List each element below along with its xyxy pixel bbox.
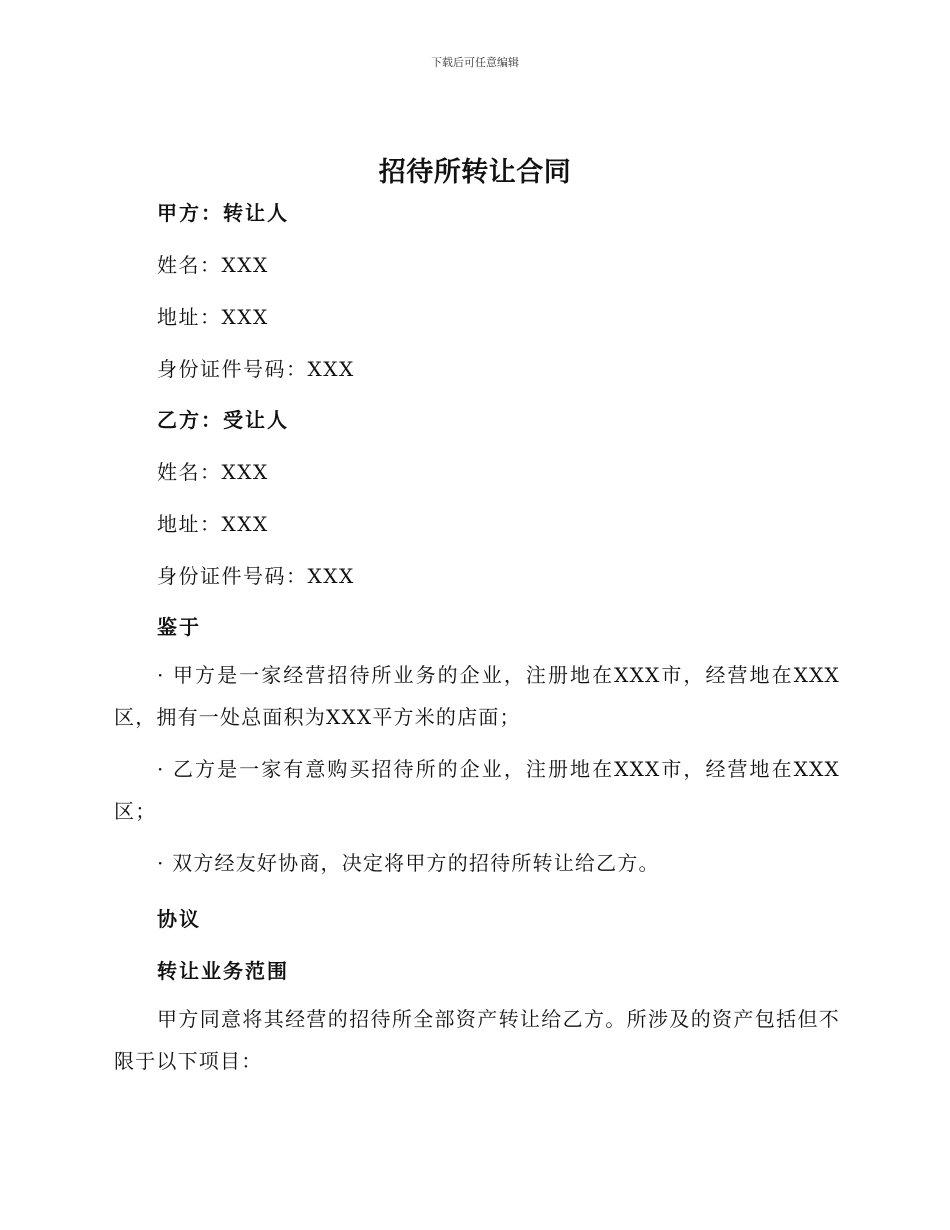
party-b-id-number: 身份证件号码：XXX xyxy=(157,564,355,588)
party-a-heading: 甲方：转让人 xyxy=(157,201,289,225)
party-a-id-number: 身份证件号码：XXX xyxy=(157,357,355,381)
whereas-item: · 双方经友好协商，决定将甲方的招待所转让给乙方。 xyxy=(157,851,660,875)
transfer-scope-heading: 转让业务范围 xyxy=(157,959,289,983)
party-b-address: 地址：XXX xyxy=(157,512,269,536)
agreement-heading: 协议 xyxy=(157,907,201,931)
party-b-heading: 乙方：受让人 xyxy=(157,408,289,432)
whereas-item: · 乙方是一家有意购买招待所的企业，注册地在XXX市，经营地在XXX区； xyxy=(114,757,840,823)
header-note: 下载后可任意编辑 xyxy=(431,56,519,69)
transfer-scope-text: 甲方同意将其经营的招待所全部资产转让给乙方。所涉及的资产包括但不限于以下项目： xyxy=(114,1007,840,1073)
whereas-heading: 鉴于 xyxy=(157,615,201,639)
party-a-name: 姓名：XXX xyxy=(157,253,269,277)
party-b-name: 姓名：XXX xyxy=(157,460,269,484)
contract-title: 招待所转让合同 xyxy=(378,157,572,188)
whereas-item: · 甲方是一家经营招待所业务的企业，注册地在XXX市，经营地在XXX区，拥有一处总面积为XXX平方米的店面； xyxy=(114,663,840,729)
party-a-address: 地址：XXX xyxy=(157,305,269,329)
